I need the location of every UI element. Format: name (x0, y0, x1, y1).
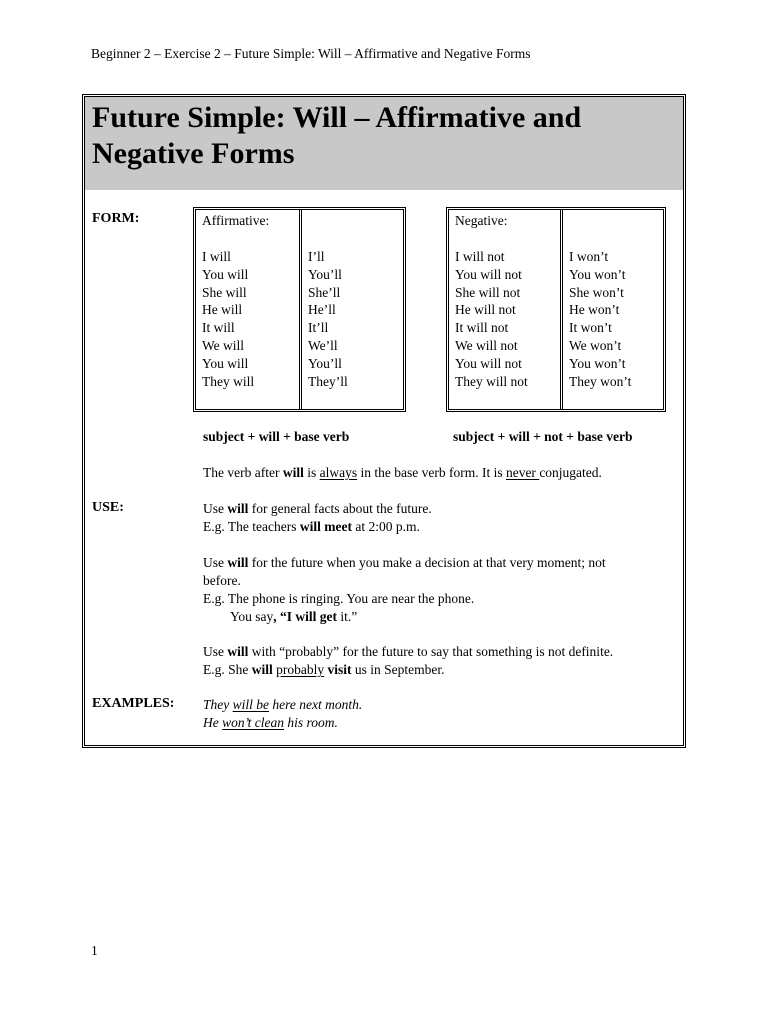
grammar-box (82, 94, 686, 748)
negative-heading: Negative: (455, 213, 508, 228)
table-cell: You’ll (308, 266, 342, 282)
page-number: 1 (91, 943, 98, 958)
table-cell: It won’t (569, 320, 612, 336)
table-cell: We will (202, 337, 245, 353)
negative-full-column (449, 210, 563, 409)
table-cell: I will not (455, 249, 505, 264)
table-cell: You will (202, 266, 249, 282)
table-cell: We’ll (308, 337, 338, 353)
table-cell: She’ll (308, 284, 341, 300)
use-label: USE: (92, 500, 124, 515)
table-cell: He’ll (308, 302, 336, 318)
table-cell: He won’t (569, 302, 620, 318)
use-paragraph-2: Use will for the future when you make a decision at that very moment; not before. E.g. The phone is ringing. You are near the phone. You say, “I will get it.” (203, 555, 606, 624)
table-cell: You will not (455, 355, 522, 371)
affirmative-full-column (196, 210, 302, 409)
table-cell: They will (202, 373, 255, 389)
table-cell: He will not (455, 302, 516, 318)
title-band (85, 97, 683, 190)
table-cell: You won’t (569, 355, 626, 371)
affirmative-heading: Affirmative: (202, 213, 270, 228)
table-cell: She will not (455, 284, 521, 300)
table-cell: You won’t (569, 266, 626, 282)
table-cell: They’ll (308, 373, 348, 389)
table-cell: You will not (455, 266, 522, 282)
table-cell: You’ll (308, 355, 342, 371)
affirmative-short-column (302, 210, 403, 409)
table-cell: I’ll (308, 249, 325, 264)
use-paragraph-3: Use will with “probably” for the future to say that something is not definite. E.g. She will probably visit us in September. (203, 644, 614, 677)
examples-label: EXAMPLES: (92, 696, 175, 711)
rule-paragraph: The verb after will is always in the base verb form. It is never conjugated. (203, 465, 602, 480)
table-cell: I will (202, 249, 231, 264)
page-title: Future Simple: Will – Affirmative and Negative Forms (92, 101, 582, 170)
table-cell: We won’t (569, 337, 622, 353)
negative-short-column (563, 210, 663, 409)
form-label: FORM: (92, 211, 140, 226)
affirmative-formula: subject + will + base verb (203, 429, 350, 444)
table-cell: He will (202, 302, 243, 318)
table-cell: It will not (455, 320, 509, 336)
table-cell: We will not (455, 337, 518, 353)
affirmative-table (193, 207, 406, 412)
table-cell: She won’t (569, 284, 624, 300)
page-header: Beginner 2 – Exercise 2 – Future Simple: Will – Affirmative and Negative Forms (91, 46, 531, 61)
use-paragraph-1: Use will for general facts about the future. E.g. The teachers will meet at 2:00 p.m. (203, 501, 432, 534)
table-cell: It will (202, 320, 235, 336)
examples-paragraph: They will be here next month. He won’t clean his room. (203, 697, 363, 730)
table-cell: They will not (455, 373, 528, 389)
table-cell: It’ll (308, 320, 329, 336)
table-cell: You will (202, 355, 249, 371)
negative-table (446, 207, 666, 412)
negative-formula: subject + will + not + base verb (453, 429, 633, 444)
table-cell: I won’t (569, 249, 609, 264)
table-cell: She will (202, 284, 247, 300)
table-cell: They won’t (569, 373, 632, 389)
